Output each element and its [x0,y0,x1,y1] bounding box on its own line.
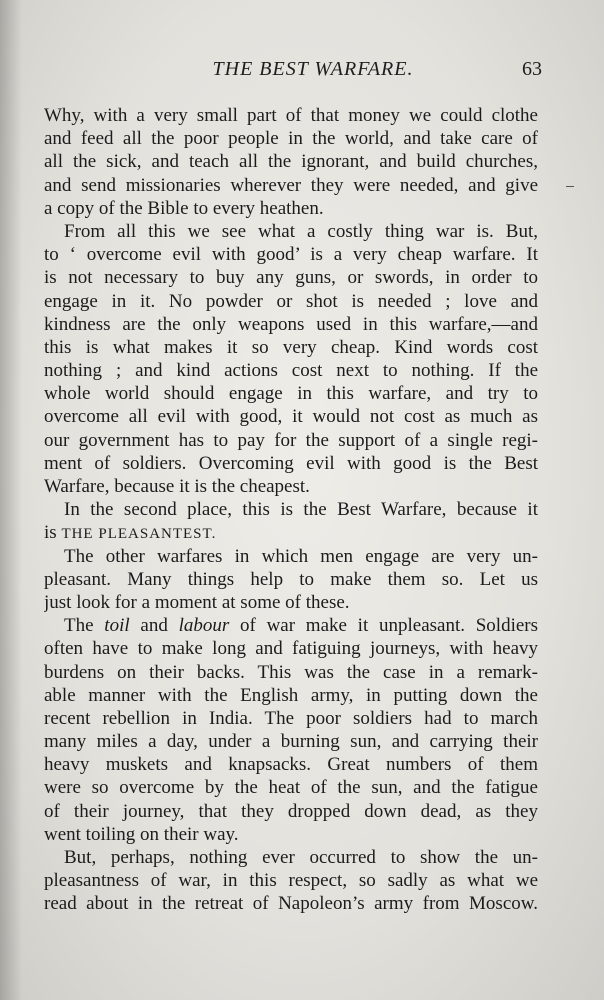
text-line-small-caps [44,521,538,544]
text-line: is not necessary to buy any guns, or swords, in order to [44,267,538,289]
text-line: all the sick, and teach all the ignorant, and build churches, [44,151,538,173]
text-line: kindness are the only weapons used in this warfare,—and [44,313,538,335]
text-line: pleasant. Many things help to make them so. Let us [44,568,538,590]
text-line: this is what makes it so very cheap. Kind words cost [44,336,538,358]
text-line: a copy of the Bible to every heathen. [44,197,324,219]
text-line: Why, with a very small part of that money we could clothe [44,105,538,126]
text-line: engage in it. No powder or shot is needed ; love and [44,290,538,312]
small-caps-phrase: THE PLEASANTEST. [61,526,217,543]
page-edge-shadow [0,0,22,1000]
margin-mark [566,186,574,187]
text-line: nothing ; and kind actions cost next to nothing. If the [44,360,538,382]
running-title: THE BEST WARFARE. [212,58,414,80]
text-line: From all this we see what a costly thing war is. But, [64,220,538,242]
text-line: to ‘ overcome evil with good’ is a very cheap warfare. It [44,244,538,266]
text-line: our government has to pay for the support of a single regi- [44,429,538,451]
text-fragment: and [129,615,179,637]
text-line-italic [44,614,538,637]
text-line: and send missionaries wherever they were needed, and give [44,174,538,196]
text-line: able manner with the English army, in putting down the [44,684,538,706]
page-number: 63 [522,58,542,80]
page-header [44,58,542,86]
text-line: many miles a day, under a burning sun, and carrying their [44,731,538,753]
text-fragment: of war make it unpleasant. Soldiers [229,615,538,637]
text-line: often have to make long and fatiguing journeys, with heavy [44,638,538,660]
italic-word: labour [178,615,230,637]
text-line: overcome all evil with good, it would not cost as much as [44,406,538,428]
text-line: pleasantness of war, in this respect, so sadly as what we [44,870,538,892]
text-line: heavy muskets and knapsacks. Great numbers of them [44,754,538,776]
text-line: burdens on their backs. This was the case in a remark- [44,661,538,683]
text-line: The other warfares in which men engage are very un- [64,545,538,567]
text-fragment: The [64,615,105,637]
text-line: In the second place, this is the Best Warfare, because it [64,499,538,521]
body-text [44,104,538,916]
text-line: of their journey, that they dropped down dead, as they [44,800,538,822]
text-line: Warfare, because it is the cheapest. [44,476,310,497]
text-line: read about in the retreat of Napoleon’s army from Moscow. [44,893,538,915]
text-line: were so overcome by the heat of the sun, and the fatigue [44,777,538,799]
text-fragment: is [44,522,62,544]
italic-word: toil [104,615,130,637]
text-line: ment of soldiers. Overcoming evil with good is the Best [44,452,538,474]
text-line: whole world should engage in this warfare, and try to [44,383,538,405]
text-line: and feed all the poor people in the world, and take care of [44,128,538,150]
text-line: just look for a moment at some of these. [44,591,350,613]
text-line: recent rebellion in India. The poor soldiers had to march [44,707,538,729]
text-line: But, perhaps, nothing ever occurred to show the un- [64,847,538,868]
text-line: went toiling on their way. [44,823,239,845]
